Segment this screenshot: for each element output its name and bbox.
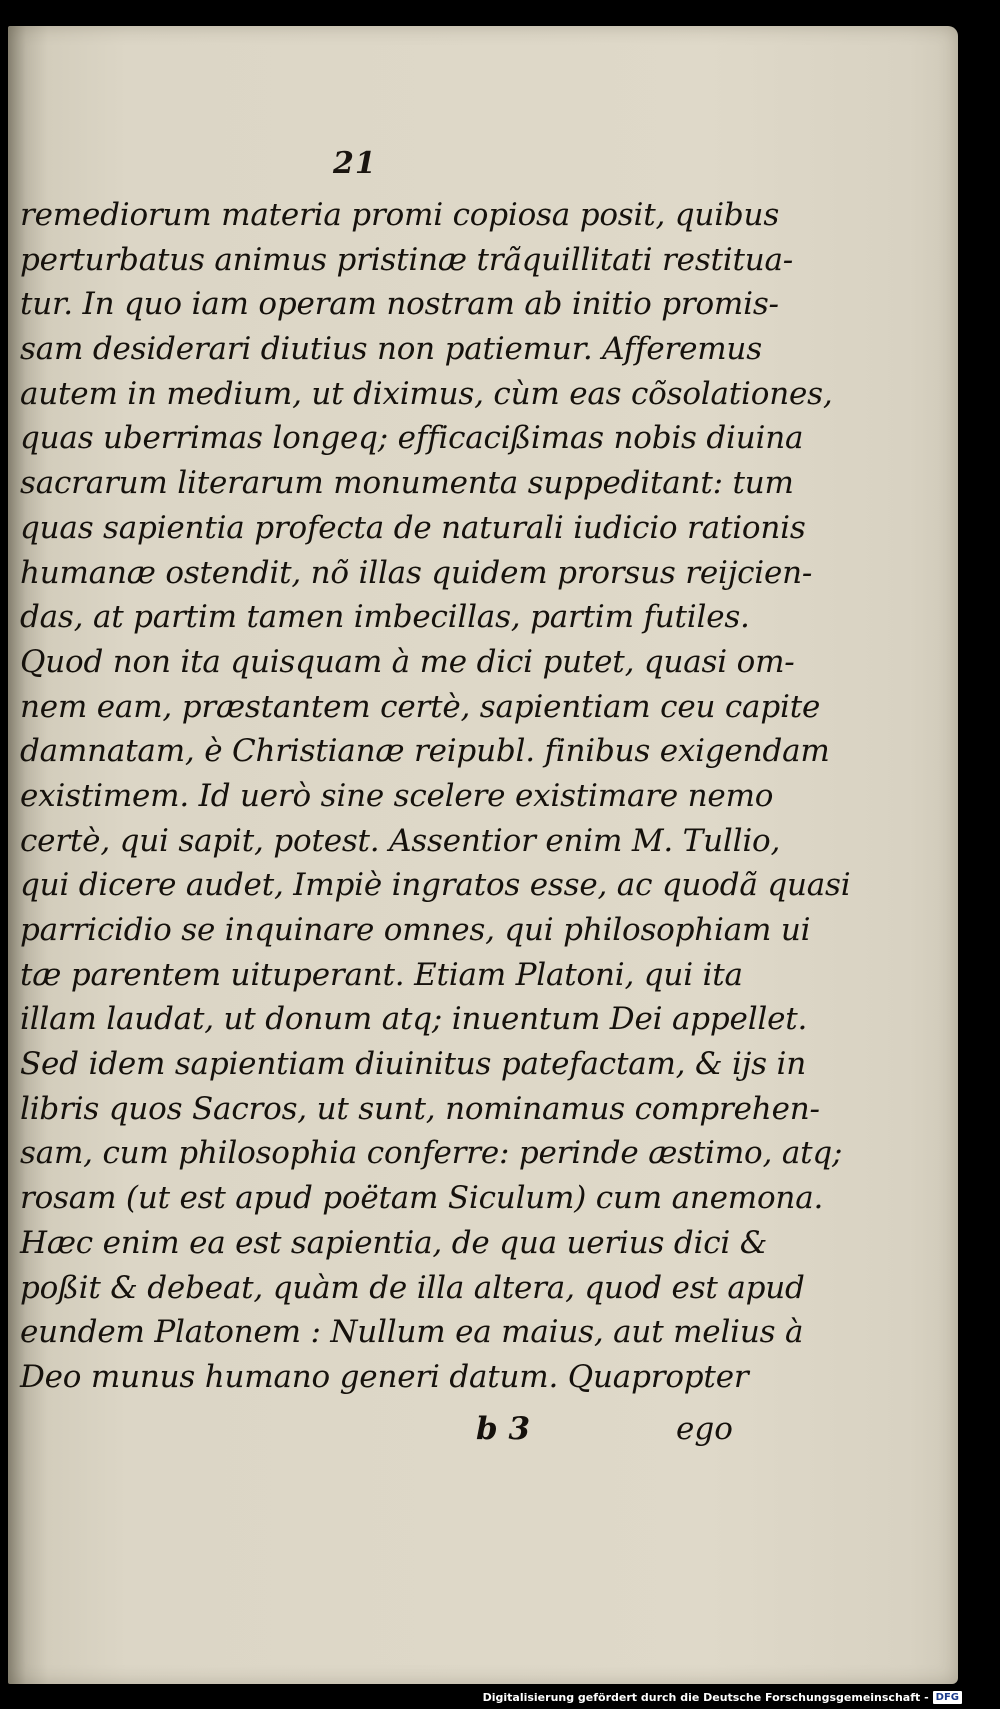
text-line: libris quos Sacros, ut sunt, nominamus comprehen- <box>20 1090 820 1127</box>
text-line: tur. In quo iam operam nostram ab initio promis- <box>20 286 779 323</box>
signature-mark: b 3 <box>476 1411 531 1447</box>
text-line: humanæ ostendit, nõ illas quidem prorsus reijcien- <box>20 554 813 591</box>
catchword: ego <box>676 1411 733 1447</box>
page-number: 21 <box>333 146 377 181</box>
text-line: Quod non ita quisquam à me dici putet, quasi om- <box>20 643 795 680</box>
text-line: eundem Platonem : Nullum ea maius, aut melius à <box>20 1314 804 1351</box>
text-line: damnatam, è Christianæ reipubl. finibus exigendam <box>20 733 830 770</box>
text-line: quas sapientia profecta de naturali iudicio rationis <box>20 509 806 546</box>
footer-credit-text: Digitalisierung gefördert durch die Deutsche Forschungsgemeinschaft - <box>482 1690 929 1704</box>
text-line: qui dicere audet, Impiè ingratos esse, ac quodã quasi <box>20 867 851 904</box>
text-line: nem eam, præstantem certè, sapientiam ceu capite <box>20 688 821 725</box>
text-line: Hæc enim ea est sapientia, de qua uerius dici & <box>20 1224 768 1261</box>
text-line: tæ parentem uituperant. Etiam Platoni, qui ita <box>20 956 743 993</box>
text-line: autem in medium, ut diximus, cùm eas cõsolationes, <box>20 375 833 412</box>
text-line: remediorum materia promi copiosa posit, quibus <box>20 197 780 233</box>
text-line: quas uberrimas longeq; efficacißimas nobis diuina <box>20 420 804 457</box>
text-line: Sed idem sapientiam diuinitus patefactam, & ijs in <box>20 1046 807 1083</box>
text-line: Deo munus humano generi datum. Quapropter <box>20 1358 749 1395</box>
catchline <box>8 1411 958 1455</box>
text-line: rosam (ut est apud poëtam Siculum) cum anemona. <box>20 1180 824 1217</box>
text-line: sacrarum literarum monumenta suppeditant: tum <box>20 465 794 502</box>
text-line: certè, qui sapit, potest. Assentior enim M. Tullio, <box>20 822 781 859</box>
text-line: perturbatus animus pristinæ trãquillitati restitua- <box>20 241 794 278</box>
text-line: poßit & debeat, quàm de illa altera, quod est apud <box>20 1269 805 1306</box>
text-block <box>20 193 851 1400</box>
text-line: parricidio se inquinare omnes, qui philosophiam ui <box>20 912 811 948</box>
footer-credit <box>483 1688 962 1706</box>
text-line: sam, cum philosophia conferre: perinde æstimo, atq; <box>20 1135 843 1172</box>
dfg-logo: DFG <box>933 1691 962 1704</box>
book-page <box>8 26 958 1684</box>
text-line: illam laudat, ut donum atq; inuentum Dei appellet. <box>20 1001 808 1038</box>
text-line: sam desiderari diutius non patiemur. Afferemus <box>20 331 762 368</box>
text-line: das, at partim tamen imbecillas, partim futiles. <box>20 599 750 636</box>
text-line: existimem. Id uerò sine scelere existimare nemo <box>20 777 774 814</box>
